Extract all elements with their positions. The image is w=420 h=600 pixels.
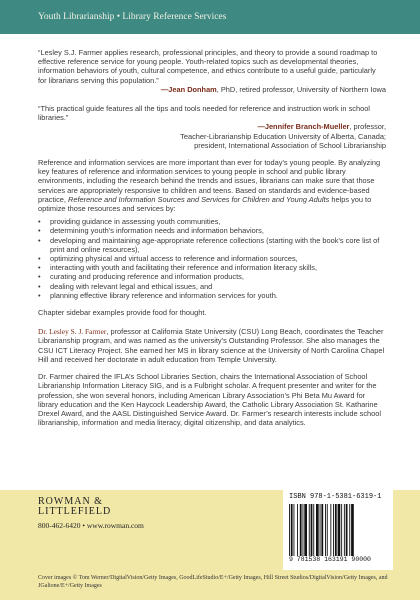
list-item-text: developing and maintaining age-appropriate reference collections (starting with the book’s core list of print and online resources), (50, 235, 380, 254)
barcode-panel (283, 490, 393, 570)
bullet-icon: • (38, 254, 41, 264)
endorsement-2-attribution (38, 122, 386, 131)
series-banner (0, 0, 420, 34)
barcode-bar (309, 504, 310, 556)
endorsement-2 (38, 104, 386, 150)
description-text-start: Reference and information services are more important than ever for today’s young people. By analyzing key features of reference and information services to young people in school and public library environments, including the research behind the trends and issues, librarians can make sure that those services are appropriately responsive to children and teens. Based on standards and evidence-based practice, (38, 158, 381, 204)
author-bio-paragraph-2: Dr. Farmer chaired the IFLA’s School Libraries Section, chairs the International Association of School Librarianship Information Literacy SIG, and is a Fulbright scholar. A frequent presenter and writer for the profession, she won several honors, including American Library Association’s Phi Beta Mu Award for library education and the Ken Haycock Leadership Award, the Catholic Library Association St. Katharine Drexel Award, and the AASL Distinguished Service Award. Dr. Farmer’s research interests include school librarianship, information and media literacy, digital citizenship, and data analytics. (38, 372, 382, 428)
barcode-bar (344, 504, 345, 556)
list-item-text: optimizing physical and virtual access to reference and information sources, (50, 254, 298, 264)
endorsement-2-affiliation-line-1: , professor, (349, 122, 386, 132)
barcode-icon (289, 504, 387, 556)
bullet-icon: • (38, 235, 41, 245)
list-item (38, 236, 386, 254)
publisher-logo (38, 497, 111, 517)
barcode-bar (346, 504, 348, 556)
list-item-text: planning effective library reference and information services for youth. (50, 290, 278, 300)
bullet-icon: • (38, 272, 41, 282)
series-title: Youth Librarianship • Library Reference Services (38, 12, 227, 22)
list-item (38, 254, 386, 263)
bullet-icon: • (38, 217, 41, 227)
cover-image-credits: Cover images © Tom Werner/DigitalVision/Getty Images, GoodLifeStudio/E+/Getty Images, Hill Street Studios/DigitalVision/Getty Images, and JGalione/E+/Getty Images (38, 575, 388, 589)
back-cover-content (38, 48, 386, 435)
list-item (38, 217, 386, 226)
list-item (38, 291, 386, 300)
barcode-bar (341, 504, 342, 556)
endorsement-2-text: “This practical guide features all the tips and tools needed for reference and instruction work in school libraries.” (38, 104, 370, 123)
bullet-icon: • (38, 281, 41, 291)
list-item (38, 272, 386, 281)
barcode-bar (333, 504, 334, 556)
barcode-bar (351, 504, 354, 556)
barcode-bar (313, 504, 314, 556)
barcode-bar (304, 504, 307, 556)
barcode-bar (349, 504, 350, 556)
barcode-bar (327, 504, 328, 556)
bullet-icon: • (38, 263, 41, 273)
endorsement-1 (38, 48, 386, 94)
list-item-text: providing guidance in assessing youth communities, (50, 217, 221, 227)
list-item-text: curating and producing reference and information products, (50, 272, 244, 282)
barcode-price-code: 90000 (351, 556, 371, 563)
endorsement-2-affiliation-line-3: president, International Association of School Librarianship (194, 140, 386, 150)
barcode-bar (303, 504, 304, 556)
endorsement-2-author: —Jennifer Branch-Mueller (257, 122, 350, 132)
description-paragraph (38, 158, 386, 213)
list-item-text: determining youth’s information needs and information behaviors, (50, 226, 264, 236)
barcode-bar (300, 504, 302, 556)
barcode-digits (289, 556, 371, 563)
sidebar-note: Chapter sidebar examples provide food for thought. (38, 308, 207, 318)
barcode-bar (297, 504, 298, 556)
barcode-bar (338, 504, 341, 556)
list-item (38, 282, 386, 291)
services-list (38, 217, 386, 300)
publisher-logo-line-2: LITTLEFIELD (38, 506, 112, 517)
list-item (38, 263, 386, 272)
publisher-contact: 800-462-6420 • www.rowman.com (38, 521, 144, 530)
description-text-end: helps you to optimize those resources and services by: (38, 194, 372, 214)
endorsement-2-affiliation-line-2: Teacher-Librarianship Education University of Alberta, Canada; (180, 131, 386, 141)
barcode-bar (325, 504, 326, 556)
author-name: Dr. Lesley S. J. Farmer (38, 327, 107, 337)
barcode-bar (316, 504, 319, 556)
bullet-icon: • (38, 290, 41, 300)
list-item (38, 226, 386, 235)
barcode-bar (335, 504, 337, 556)
book-title: Reference and Information Sources and Services for Children and Young Adults (68, 194, 330, 204)
endorsement-1-author: —Jean Donham (160, 84, 217, 94)
author-bio-paragraph-1 (38, 327, 386, 364)
barcode-bar (311, 504, 313, 556)
publisher-logo-line-1: ROWMAN & (38, 496, 103, 507)
barcode-bar (320, 504, 321, 556)
author-bio-text-1: , professor at California State University (CSU) Long Beach, coordinates the Teacher Librarianship program, and was named as the university’s Outstanding Professor. She also manages the CSU ICT Literacy Project. She earned her MS in library science at the University of North Carolina Chapel Hill and received her doctorate in adult education from Temple University. (38, 327, 385, 364)
list-item-text: interacting with youth and facilitating their reference and information literacy skills, (50, 263, 318, 273)
isbn-label: ISBN 978-1-5381-6319-1 (289, 493, 382, 501)
barcode-bar (321, 504, 323, 556)
endorsement-1-attribution (38, 85, 386, 94)
endorsement-1-text: “Lesley S.J. Farmer applies research, professional principles, and theory to provide a sound roadmap to effective reference service for young people. Youth-related topics such as developmental theories, information behaviors of youth, cultural competence, and ethics contribute to a useful guide, particularly for librarians serving this population.” (38, 48, 378, 85)
barcode-bar (330, 504, 331, 556)
list-item-text: dealing with relevant legal and ethical issues, and (50, 281, 213, 291)
barcode-bar (294, 504, 295, 556)
endorsement-1-affiliation: , PhD, retired professor, University of Northern Iowa (216, 84, 386, 94)
barcode-number: 9 781538 163191 (289, 556, 348, 563)
barcode-bar (291, 504, 293, 556)
bullet-icon: • (38, 226, 41, 236)
barcode-bar (289, 504, 290, 556)
